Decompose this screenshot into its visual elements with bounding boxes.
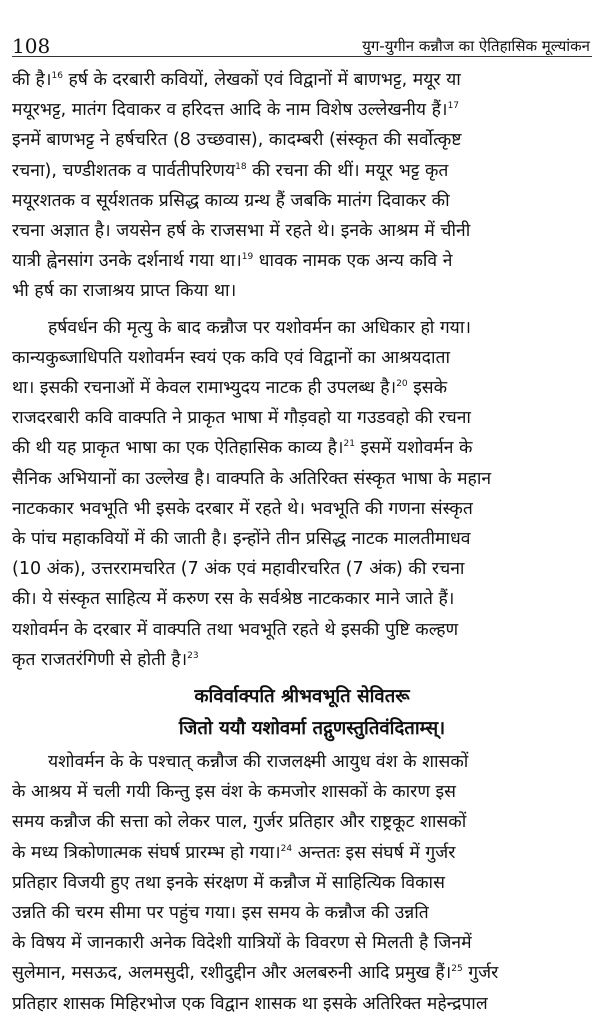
paragraph-line: रचना), चण्डीशतक व पार्वतीपरिणय$^{18}$ की रचना की थीं। मयूर भट्ट कृत <box>12 160 449 181</box>
paragraph-line: कान्यकुब्जाधिपति यशोवर्मन स्वयं एक कवि एवं विद्वानों का आश्रयदाता <box>12 347 451 368</box>
paragraph-line: की। ये संस्कृत साहित्य में करुण रस के सर्वश्रेष्ठ नाटककार माने जाते हैं। <box>12 589 455 610</box>
footnote-ref: 25 <box>451 964 463 975</box>
sanskrit-verse <box>12 681 592 745</box>
paragraph-line: था। इसकी रचनाओं में केवल रामाभ्युदय नाटक ही उपलब्ध है।$^{20}$ इसके <box>12 378 448 399</box>
footnote-ref: 20 <box>396 379 408 390</box>
paragraph-line: भी हर्ष का राजाश्रय प्राप्त किया था। <box>12 281 237 302</box>
footnote-ref: 16 <box>51 71 63 82</box>
footnote-ref: 19 <box>241 252 254 263</box>
running-title: युग-युगीन कन्नौज का ऐतिहासिक मूल्यांकन <box>362 37 590 55</box>
paragraph-line: हर्षवर्धन की मृत्यु के बाद कन्नौज पर यशोवर्मन का अधिकार हो गया। <box>48 317 472 338</box>
page-number: 108 <box>12 34 51 58</box>
paragraph-line: की थी यह प्राकृत भाषा का एक ऐतिहासिक काव्य है।$^{21}$ इसमें यशोवर्मन के <box>12 438 473 459</box>
paragraph-line: के मध्य त्रिकोणात्मक संघर्ष प्रारम्भ हो गया।$^{24}$ अन्ततः इस संघर्ष में गुर्जर <box>12 842 456 863</box>
paragraph-line: इनमें बाणभट्ट ने हर्षचरित (8 उच्छवास), कादम्बरी (संस्कृत की सर्वोत्कृष्ट <box>12 130 462 151</box>
paragraph-line: मयूरशतक व सूर्यशतक प्रसिद्ध काव्य ग्रन्थ हैं जबकि मातंग दिवाकर की <box>12 190 450 211</box>
paragraph-3 <box>12 747 592 1019</box>
paragraph-2 <box>12 313 592 675</box>
footnote-ref: 17 <box>447 101 460 112</box>
paragraph-line: समय कन्नौज की सत्ता को लेकर पाल, गुर्जर प्रतिहार और राष्ट्रकूट शासकों <box>12 812 467 833</box>
paragraph-line: सैनिक अभियानों का उल्लेख है। वाक्पति के अतिरिक्त संस्कृत भाषा के महान <box>12 468 492 489</box>
paragraph-line: मयूरभट्ट, मातंग दिवाकर व हरिदत्त आदि के नाम विशेष उल्लेखनीय हैं।$^{17}$ <box>12 100 460 121</box>
footnote-ref: 18 <box>235 161 247 172</box>
paragraph-line: यात्री ह्वेनसांग उनके दर्शनार्थ गया था।$^{19}$ धावक नामक एक अन्य कवि ने <box>12 251 453 272</box>
paragraph-1 <box>12 65 592 307</box>
paragraph-line: के आश्रय में चली गयी किन्तु इस वंश के कमजोर शासकों के कारण इस <box>12 782 456 803</box>
paragraph-line: राजदरबारी कवि वाक्पति ने प्राकृत भाषा में गौड़वहो या गउडवहो की रचना <box>12 408 471 429</box>
footnote-ref: 21 <box>343 439 355 450</box>
paragraph-line: नाटककार भवभूति भी इसके दरबार में रहते थे। भवभूति की गणना संस्कृत <box>12 498 473 519</box>
paragraph-line: रचना अज्ञात है। जयसेन हर्ष के राजसभा में रहते थे। इनके आश्रम में चीनी <box>12 221 471 242</box>
paragraph-line: के विषय में जानकारी अनेक विदेशी यात्रियों के विवरण से मिलती है जिनमें <box>12 933 472 954</box>
paragraph-line: यशोवर्मन के दरबार में वाक्पति तथा भवभूति रहते थे इसकी पुष्टि कल्हण <box>12 619 459 640</box>
footnote-ref: 23 <box>187 651 199 662</box>
paragraph-line: सुलेमान, मसऊद, अलमसुदी, रशीदुद्दीन और अलबरुनी आदि प्रमुख हैं।$^{25}$ गुर्जर <box>12 963 499 984</box>
paragraph-line: उन्नति की चरम सीमा पर पहुंच गया। इस समय के कन्नौज की उन्नति <box>12 903 429 924</box>
paragraph-line: यशोवर्मन के के पश्चात् कन्नौज की राजलक्ष्मी आयुध वंश के शासकों <box>48 752 469 773</box>
verse-line-2: जितो ययौ यशोवर्मा तद्गुणस्तुतिवंदिताम्स्। <box>178 718 446 740</box>
verse-line-1: कविर्वाक्पति श्रीभवभूति सेवितरू <box>194 686 410 708</box>
paragraph-line: प्रतिहार शासक मिहिरभोज एक विद्वान शासक था इसके अतिरिक्त महेन्द्रपाल <box>12 993 488 1014</box>
paragraph-line: के पांच महाकवियों में की जाती है। इन्होंने तीन प्रसिद्ध नाटक मालतीमाधव <box>12 529 471 550</box>
paragraph-line: प्रतिहार विजयी हुए तथा इनके संरक्षण में कन्नौज में साहित्यिक विकास <box>12 872 445 893</box>
paragraph-line: कृत राजतरंगिणी से होती है।$^{23}$ <box>12 649 199 670</box>
paragraph-line: (10 अंक), उत्तररामचरित (7 अंक एवं महावीरचरित (7 अंक) की रचना <box>12 559 465 580</box>
page-header <box>12 0 592 57</box>
paragraph-line: की है।$^{16}$ हर्ष के दरबारी कवियों, लेखकों एवं विद्वानों में बाणभट्ट, मयूर या <box>12 70 461 90</box>
footnote-ref: 24 <box>280 843 293 854</box>
